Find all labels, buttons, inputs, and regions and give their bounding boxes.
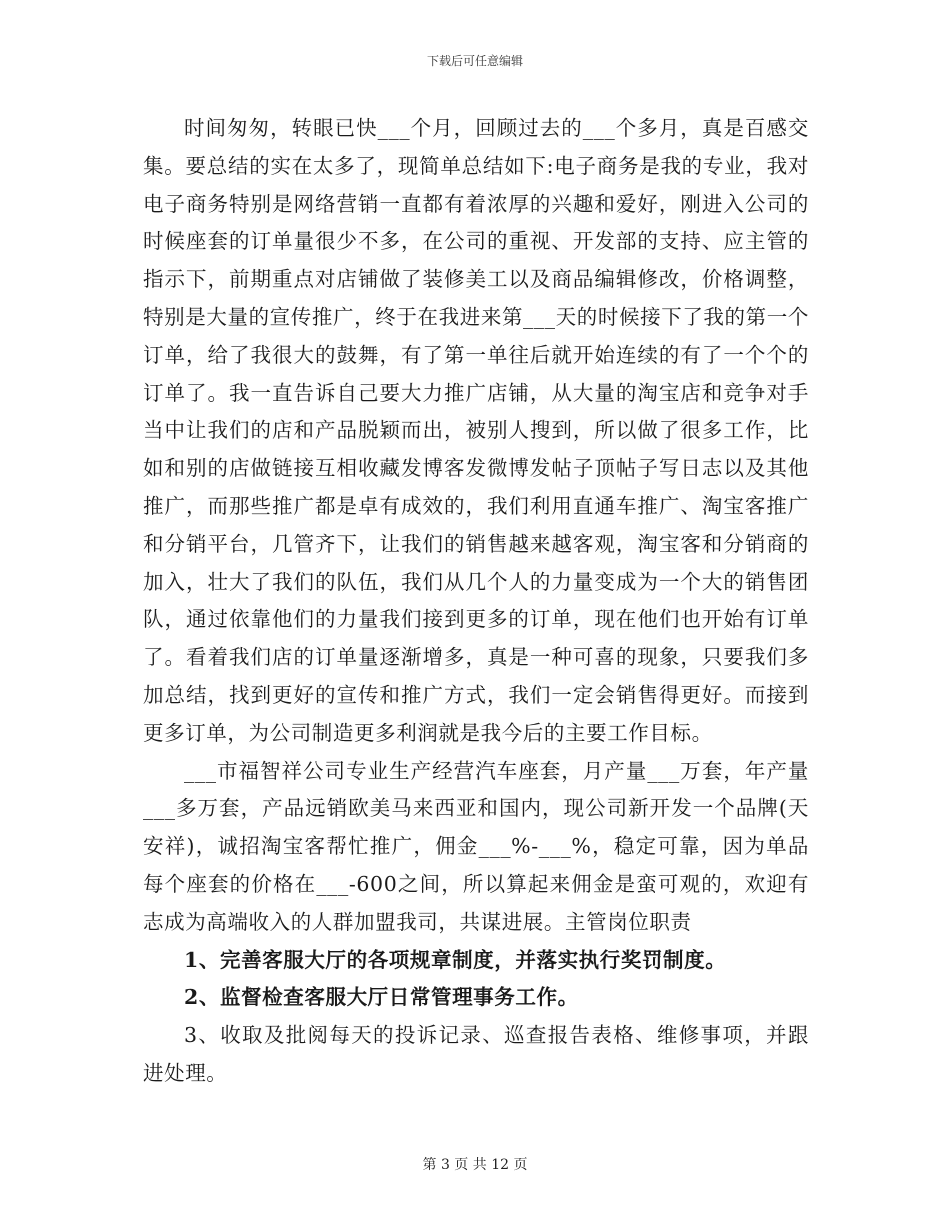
page-number: 第 3 页 共 12 页	[422, 1157, 528, 1173]
document-body	[143, 110, 809, 1093]
page-header-note: 下载后可任意编辑	[426, 54, 523, 68]
duty-item-1: 1、完善客服大厅的各项规章制度，并落实执行奖罚制度。	[184, 947, 727, 972]
paragraph-company-intro: ___市福智祥公司专业生产经营汽车座套，月产量___万套，年产量___多万套，产品远销欧美马来西亚和国内，现公司新开发一个品牌(天安祥)，诚招淘宝客帮忙推广，佣金___%-___%，稳定可靠，因为单品每个座套的价格在___-600之间，所以算起来佣金是蛮可观的，欢迎有志成为高端收入的人群加盟我司，共谋进展。主管岗位职责	[143, 758, 809, 934]
duty-item-3: 3、收取及批阅每天的投诉记录、巡查报告表格、维修事项，并跟进处理。	[143, 1023, 809, 1085]
duty-item-2: 2、监督检查客服大厅日常管理事务工作。	[184, 985, 579, 1010]
paragraph-work-summary: 时间匆匆，转眼已快___个月，回顾过去的___个多月，真是百感交集。要总结的实在太多了，现简单总结如下:电子商务是我的专业，我对电子商务特别是网络营销一直都有着浓厚的兴趣和爱好，刚进入公司的时候座套的订单量很少不多，在公司的重视、开发部的支持、应主管的指示下，前期重点对店铺做了装修美工以及商品编辑修改，价格调整，特别是大量的宣传推广，终于在我进来第___天的时候接下了我的第一个订单，给了我很大的鼓舞，有了第一单往后就开始连续的有了一个个的订单了。我一直告诉自己要大力推广店铺，从大量的淘宝店和竞争对手当中让我们的店和产品脱颖而出，被别人搜到，所以做了很多工作，比如和别的店做链接互相收藏发博客发微博发帖子顶帖子写日志以及其他推广，而那些推广都是卓有成效的，我们利用直通车推广、淘宝客推广和分销平台，几管齐下，让我们的销售越来越客观，淘宝客和分销商的加入，壮大了我们的队伍，我们从几个人的力量变成为一个大的销售团队，通过依靠他们的力量我们接到更多的订单，现在他们也开始有订单了。看着我们店的订单量逐渐增多，真是一种可喜的现象，只要我们多加总结，找到更好的宣传和推广方式，我们一定会销售得更好。而接到更多订单，为公司制造更多利润就是我今后的主要工作目标。	[143, 116, 809, 745]
